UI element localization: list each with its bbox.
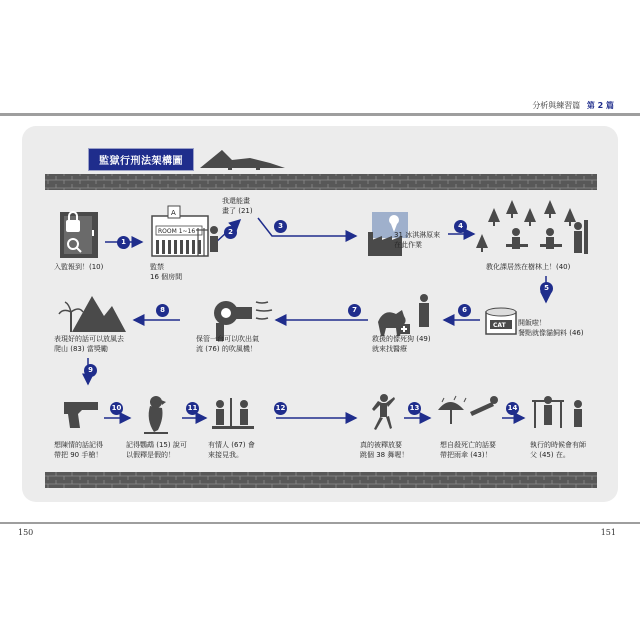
step-2-line-2: 16 個房間 — [150, 273, 183, 281]
step-15-line-1: 執行的時候會有師 — [530, 441, 586, 449]
step-5-label — [486, 262, 570, 272]
step-14-line-2: 帶把雨傘 (43)！ — [440, 451, 492, 459]
door-lock-search-icon — [60, 212, 98, 258]
dancing-person-icon — [372, 394, 395, 430]
top-brick-wall — [45, 174, 597, 190]
step-number-5: 5 — [540, 282, 553, 295]
step-6-line-1: 開飯啦！ — [518, 319, 546, 327]
step-7-line-2: 就來找醫療 — [372, 345, 407, 353]
step-11-line-1: 記得鸚鵡 (15) 說可 — [126, 441, 187, 449]
section-title: 分析與練習篇 — [532, 101, 581, 110]
bottom-brick-wall — [45, 472, 597, 488]
step-8-line-2: 流 (76) 的吹風機！ — [196, 345, 257, 353]
handgun-icon — [64, 402, 98, 428]
step-14-line-1: 想自殺死亡的話要 — [440, 441, 496, 449]
cat-food-can-icon — [486, 308, 516, 334]
step-15-line-2: 父 (45) 在。 — [530, 451, 570, 459]
step-1-label — [54, 262, 103, 272]
step-number-3: 3 — [274, 220, 287, 233]
step-4-line-1: 31 冰淇淋原來 — [394, 231, 441, 239]
step-12-label — [208, 440, 255, 460]
step-15-label — [530, 440, 586, 460]
step-9-line-1: 表現好的話可以放風去 — [54, 335, 124, 343]
crocodile-icon — [200, 150, 285, 170]
execution-icon — [532, 396, 582, 428]
step-7-line-1: 救援的像死狗 (49) — [372, 335, 431, 343]
step-number-2: 2 — [224, 226, 237, 239]
mountain-icon — [59, 296, 126, 332]
step-12-line-2: 來接見我。 — [208, 451, 243, 459]
parrot-icon — [144, 396, 168, 434]
step-2-label — [150, 262, 182, 282]
step-13-line-1: 真的被釋放要 — [360, 441, 402, 449]
gate-letter: A — [171, 209, 176, 217]
step-13-line-2: 跳個 38 舞喔！ — [360, 451, 409, 459]
left-page-number: 150 — [18, 528, 34, 537]
umbrella-fall-icon — [438, 396, 498, 424]
step-number-4: 4 — [454, 220, 467, 233]
step-8-label — [196, 334, 259, 354]
step-number-9: 9 — [84, 364, 97, 377]
step-4-line-2: 在此作業 — [394, 241, 422, 249]
room-sign: ROOM 1~16 — [158, 228, 196, 235]
visitation-icon — [212, 398, 254, 429]
right-page-number: 151 — [600, 528, 616, 537]
step-3-label — [222, 196, 253, 216]
step-10-line-1: 想陳情的話記得 — [54, 441, 103, 449]
step-number-8: 8 — [156, 304, 169, 317]
step-14-label — [440, 440, 496, 460]
can-label: CAT — [493, 322, 506, 329]
step-10-label — [54, 440, 103, 460]
step-1-line-1: 入監報到！(10) — [54, 263, 104, 271]
step-3-line-1: 我還能畫 — [222, 197, 250, 205]
step-13-label — [360, 440, 408, 460]
step-number-11: 11 — [186, 402, 199, 415]
step-11-line-2: 以假釋是假的！ — [126, 451, 175, 459]
doctor-dog-icon — [378, 294, 429, 336]
step-5-line-1: 教化課居然在樹林上！(40) — [486, 263, 571, 271]
step-11-label — [126, 440, 187, 460]
step-6-label — [518, 318, 584, 338]
step-9-line-2: 爬山 (83) 當獎勵 — [54, 345, 108, 353]
chapter-label: 第 2 篇 — [586, 101, 614, 110]
step-number-1: 1 — [117, 236, 130, 249]
forest-classroom-icon — [476, 200, 588, 254]
step-9-label — [54, 334, 124, 354]
step-2-line-1: 監禁 — [150, 263, 164, 271]
step-4-label — [394, 230, 440, 250]
step-number-13: 13 — [408, 402, 421, 415]
diagram-title: 監獄行刑法架構圖 — [88, 148, 194, 171]
step-number-6: 6 — [458, 304, 471, 317]
step-number-7: 7 — [348, 304, 361, 317]
step-number-14: 14 — [506, 402, 519, 415]
flow-arrow-3 — [258, 218, 356, 236]
step-number-10: 10 — [110, 402, 123, 415]
step-7-label — [372, 334, 431, 354]
step-12-line-1: 有情人 (67) 會 — [208, 441, 255, 449]
step-8-line-1: 保管一台可以吹出氣 — [196, 335, 259, 343]
footer-rule — [0, 522, 640, 524]
step-3-line-2: 畫了 (21) — [222, 207, 253, 215]
step-6-line-2: 餐點就像貓飼料 (46) — [518, 329, 584, 337]
step-number-12: 12 — [274, 402, 287, 415]
step-10-line-2: 帶把 90 手槍！ — [54, 451, 103, 459]
